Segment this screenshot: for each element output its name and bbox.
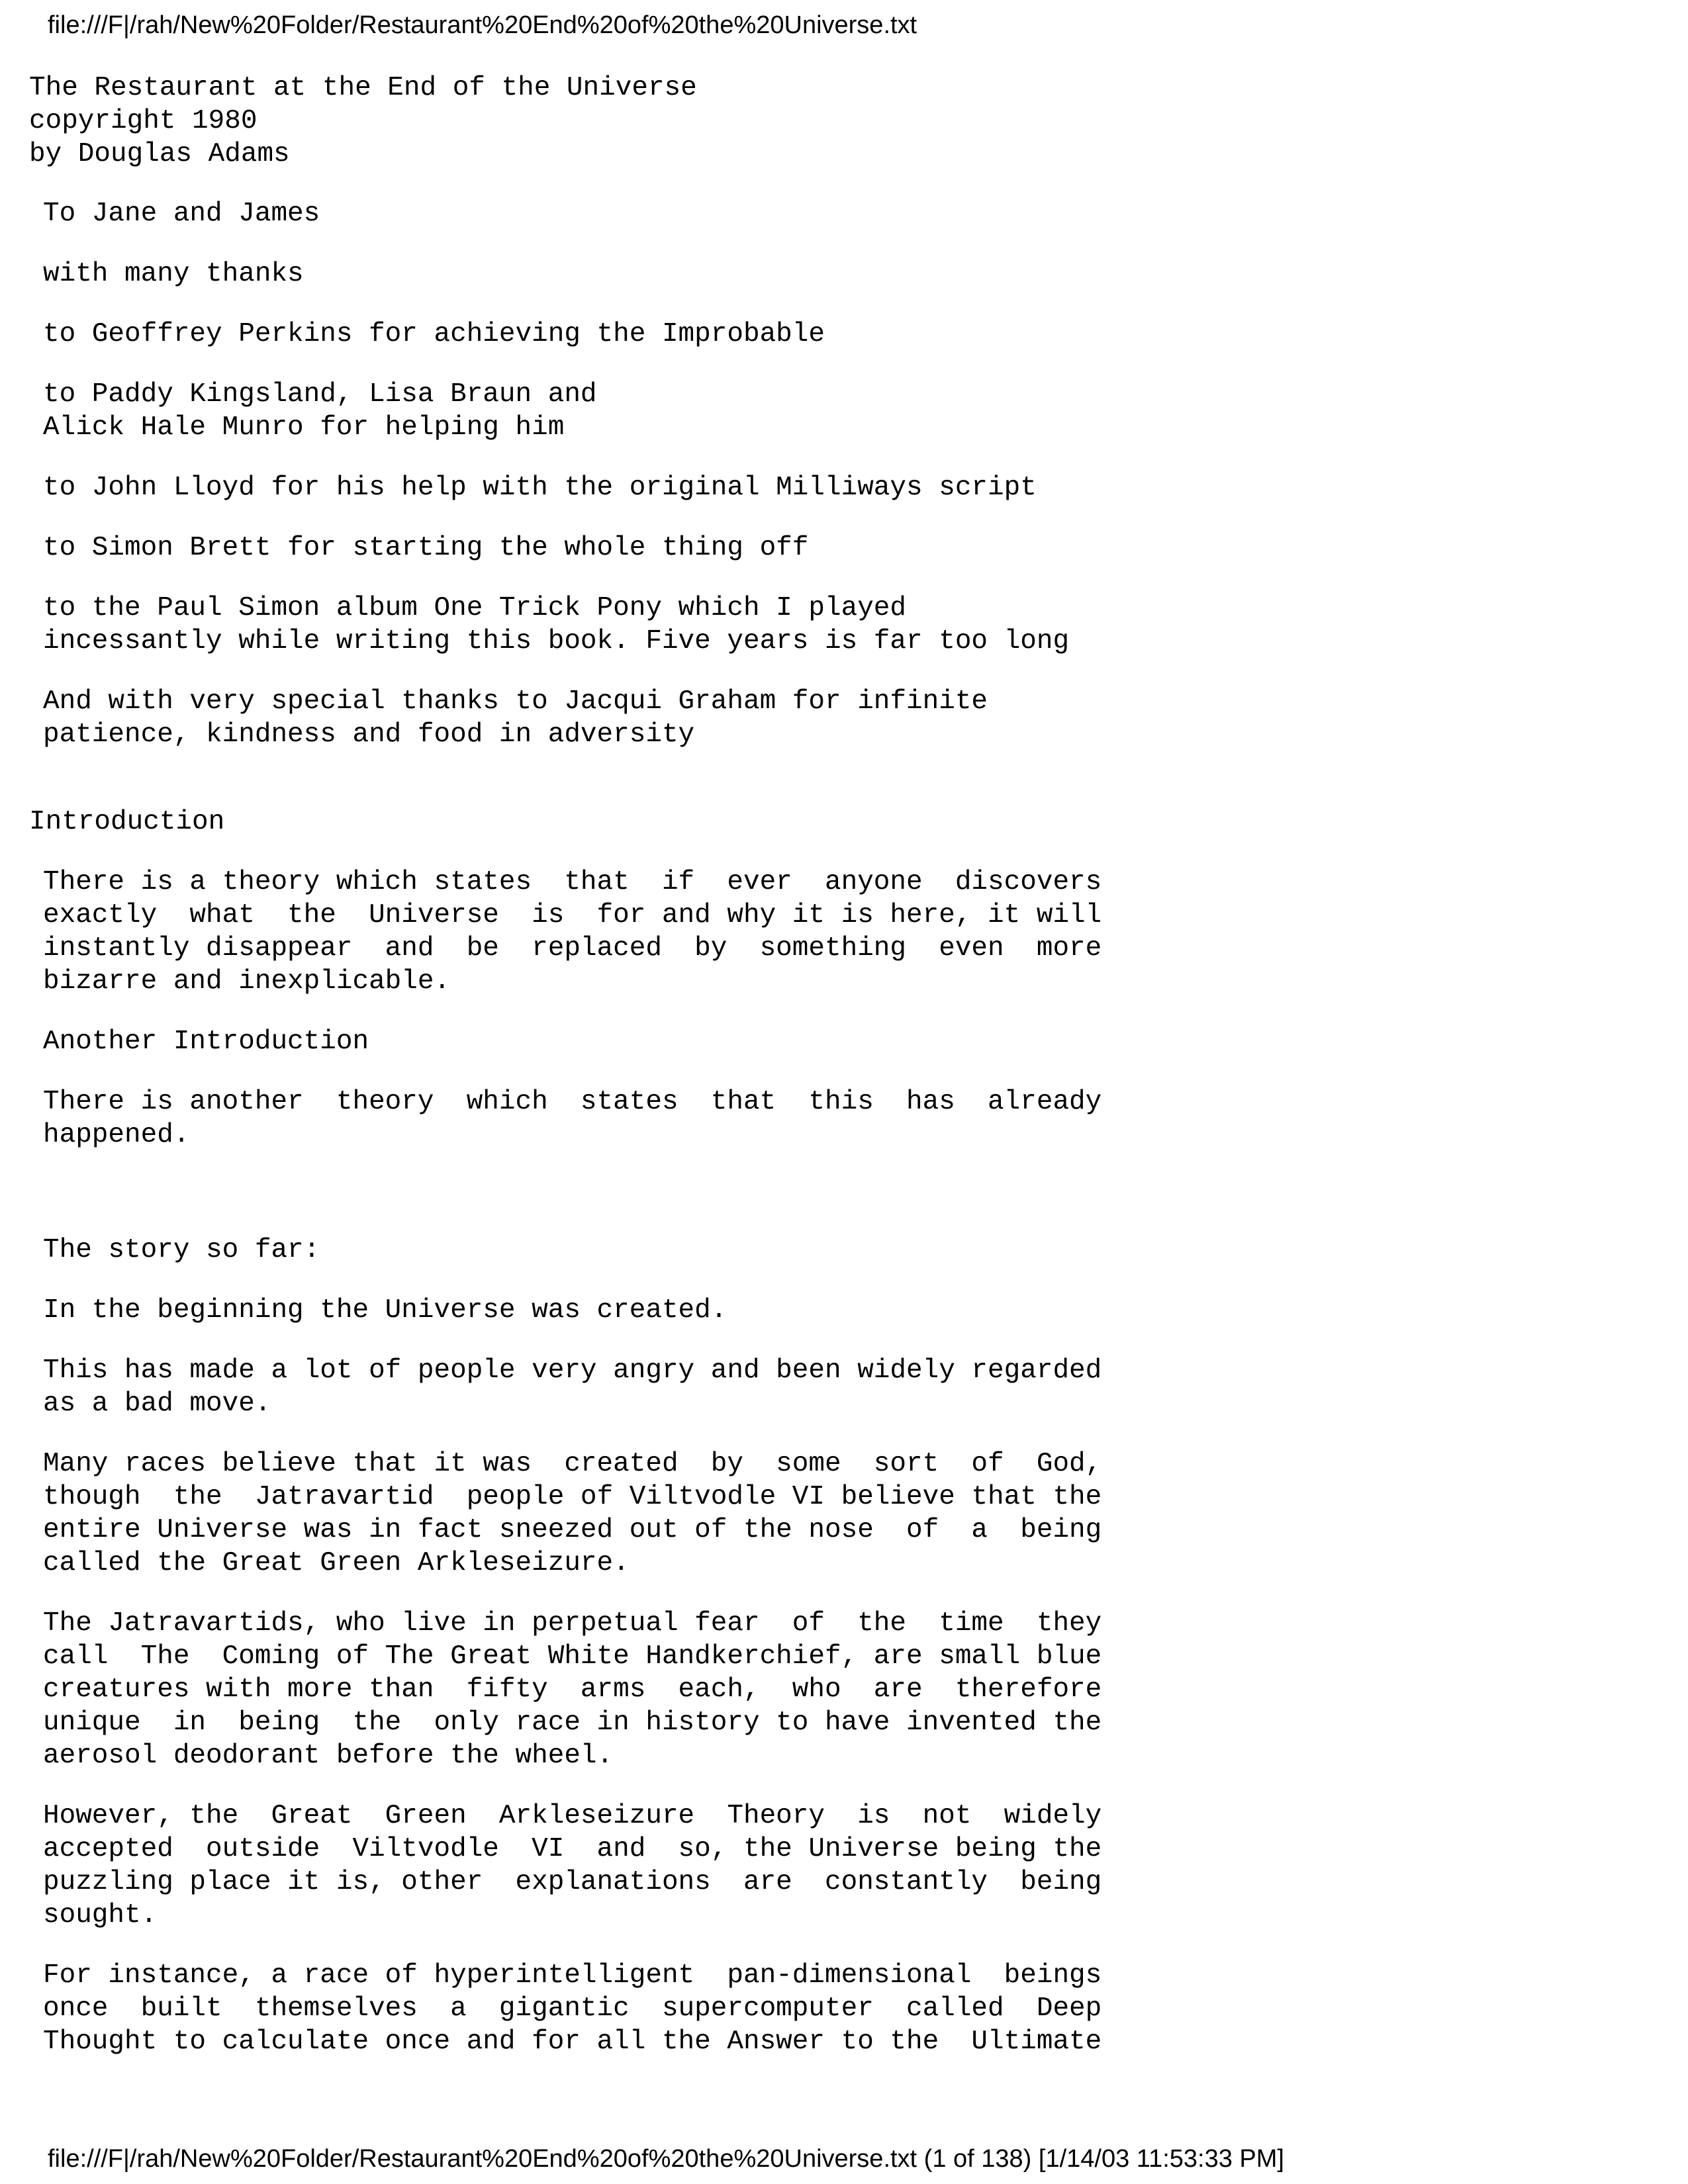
text-line: accepted outside Viltvodle VI and so, the Universe being the xyxy=(43,1834,1102,1864)
text-line: However, the Great Green Arkleseizure Theory is not widely xyxy=(43,1801,1102,1831)
text-line: to the Paul Simon album One Trick Pony which I played xyxy=(43,593,907,623)
story-paragraph-3 xyxy=(26,1447,1152,1580)
text-line: though the Jatravartid people of Viltvodle VI believe that the xyxy=(43,1482,1102,1512)
text-line: Thought to calculate once and for all the Answer to the Ultimate xyxy=(43,2026,1102,2057)
title-block xyxy=(26,71,1152,171)
text-line: There is another theory which states that this has already xyxy=(43,1087,1102,1117)
text-line: aerosol deodorant before the wheel. xyxy=(43,1741,614,1771)
text-line: There is a theory which states that if ever anyone discovers xyxy=(43,867,1102,897)
text-line: This has made a lot of people very angry and been widely regarded xyxy=(43,1355,1102,1386)
text-line: sought. xyxy=(43,1900,158,1931)
dedication-simon xyxy=(26,592,1152,658)
another-introduction-paragraph xyxy=(26,1085,1152,1152)
introduction-paragraph xyxy=(26,866,1152,998)
text-line: creatures with more than fifty arms each, who are therefore xyxy=(43,1674,1102,1705)
story-heading: The story so far: xyxy=(43,1235,320,1265)
page-header-path: file:///F|/rah/New%20Folder/Restaurant%20End%20of%20the%20Universe.txt xyxy=(48,11,917,39)
text-line: once built themselves a gigantic supercomputer called Deep xyxy=(43,1993,1102,2024)
another-introduction-section xyxy=(26,1025,1152,1152)
another-introduction-heading: Another Introduction xyxy=(43,1026,369,1057)
text-line: call The Coming of The Great White Handkerchief, are small blue xyxy=(43,1641,1102,1672)
dedication-thanks: with many thanks xyxy=(43,259,304,289)
text-line: The Jatravartids, who live in perpetual fear of the time they xyxy=(43,1608,1102,1639)
story-paragraph-1: In the beginning the Universe was created. xyxy=(43,1295,727,1326)
text-line: incessantly while writing this book. Five years is far too long xyxy=(43,626,1070,657)
introduction-section xyxy=(26,805,1152,998)
text-line: bizarre and inexplicable. xyxy=(43,966,451,997)
text-line: instantly disappear and be replaced by something even more xyxy=(43,933,1102,964)
dedication-graham xyxy=(26,685,1152,751)
story-paragraph-2 xyxy=(26,1354,1152,1420)
copyright-line: copyright 1980 xyxy=(29,106,258,136)
page-footer-path: file:///F|/rah/New%20Folder/Restaurant%20End%20of%20the%20Universe.txt (1 of 138) [1/14/03 11:53:33 PM] xyxy=(48,2145,1284,2173)
dedication-brett: to Simon Brett for starting the whole thing off xyxy=(43,533,809,563)
story-paragraph-4 xyxy=(26,1607,1152,1772)
introduction-heading: Introduction xyxy=(29,807,225,837)
dedication-kingsland xyxy=(26,378,1152,444)
text-line: happened. xyxy=(43,1120,190,1150)
story-section xyxy=(26,1234,1152,2058)
dedication xyxy=(26,197,1152,751)
dedication-perkins: to Geoffrey Perkins for achieving the Improbable xyxy=(43,319,825,349)
text-line: Many races believe that it was created by some sort of God, xyxy=(43,1449,1102,1479)
text-line: exactly what the Universe is for and why it is here, it will xyxy=(43,900,1102,931)
text-line: puzzling place it is, other explanations are constantly being xyxy=(43,1867,1102,1897)
text-line: And with very special thanks to Jacqui Graham for infinite xyxy=(43,686,988,717)
text-line: called the Great Green Arkleseizure. xyxy=(43,1548,630,1578)
text-line: patience, kindness and food in adversity xyxy=(43,719,695,750)
book-title: The Restaurant at the End of the Universe xyxy=(29,73,697,103)
story-paragraph-6 xyxy=(26,1959,1152,2058)
text-line: Alick Hale Munro for helping him xyxy=(43,412,565,443)
dedication-lloyd: to John Lloyd for his help with the original Milliways script xyxy=(43,473,1037,503)
author-line: by Douglas Adams xyxy=(29,139,290,169)
document-body xyxy=(26,71,1152,2058)
text-line: entire Universe was in fact sneezed out of the nose of a being xyxy=(43,1515,1102,1545)
text-line: to Paddy Kingsland, Lisa Braun and xyxy=(43,379,597,410)
text-line: For instance, a race of hyperintelligent pan-dimensional beings xyxy=(43,1960,1102,1991)
dedication-to: To Jane and James xyxy=(43,199,320,229)
text-line: as a bad move. xyxy=(43,1388,271,1419)
text-line: unique in being the only race in history to have invented the xyxy=(43,1707,1102,1738)
story-paragraph-5 xyxy=(26,1799,1152,1932)
